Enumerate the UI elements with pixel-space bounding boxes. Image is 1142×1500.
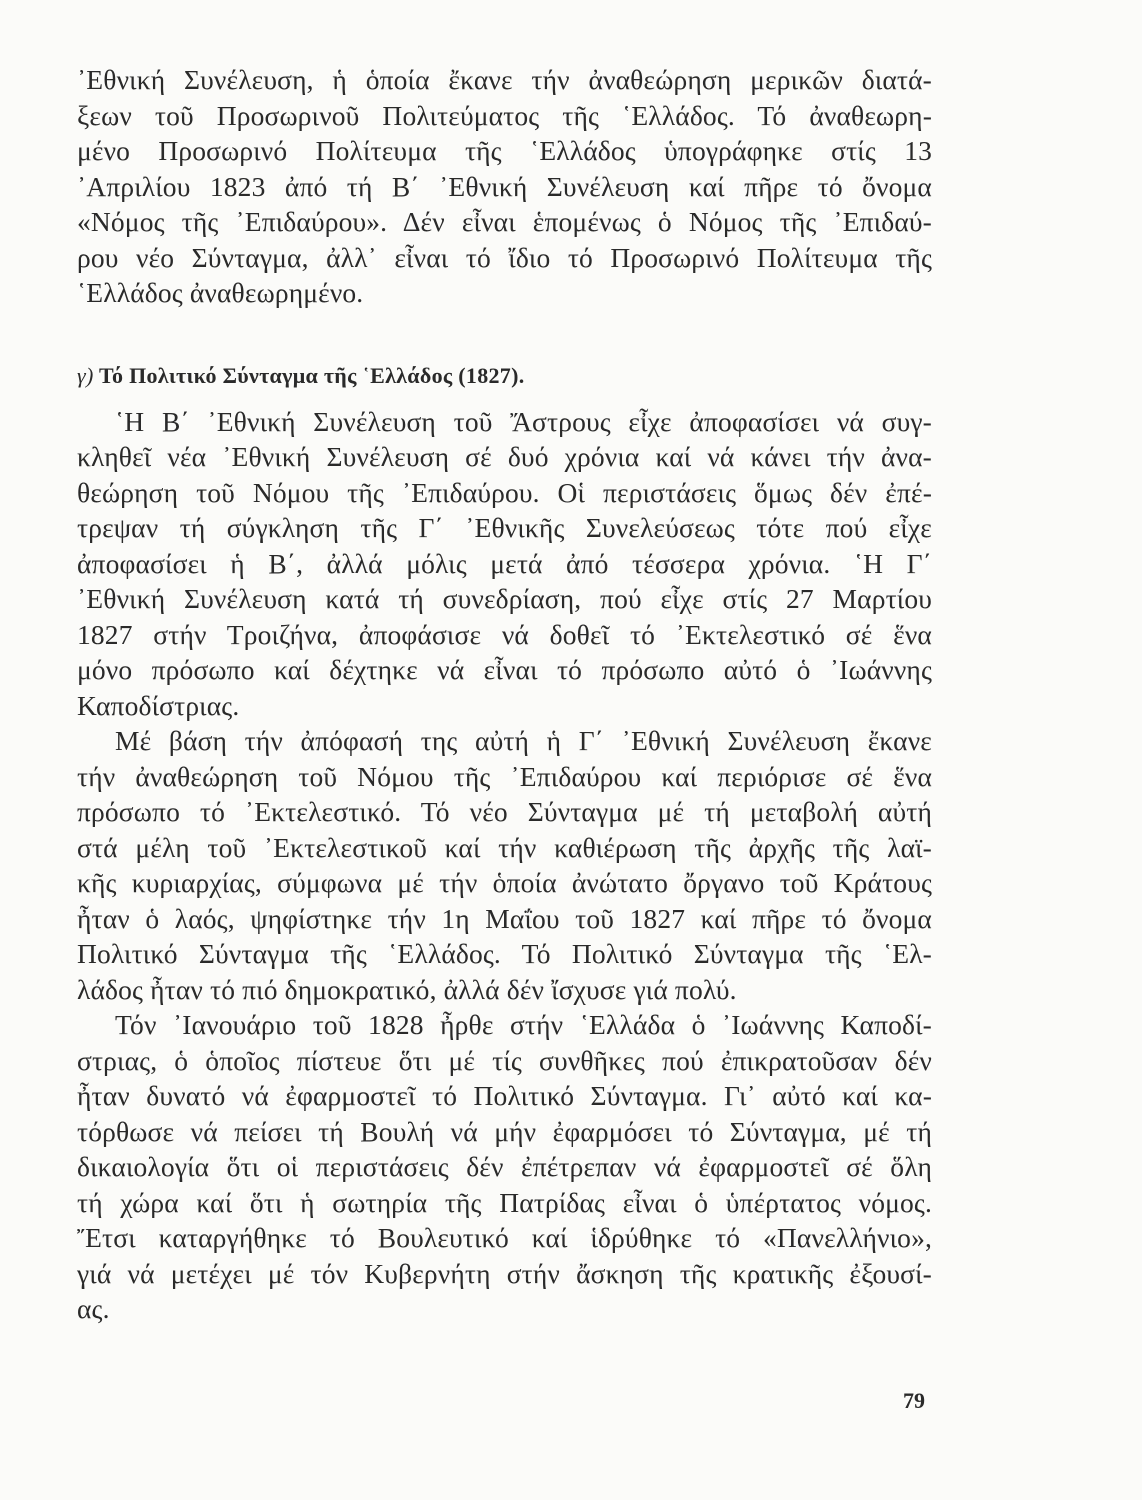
text-line: Καποδίστριας. bbox=[77, 689, 240, 721]
text-line: ᾿Απριλίου 1823 ἀπό τή Β΄ ᾿Εθνική Συνέλευση καί πῆρε τό ὄνομα bbox=[77, 170, 932, 202]
text-line: ῾Η Β΄ ᾿Εθνική Συνέλευση τοῦ Ἄστρους εἶχε ἀποφασίσει νά συγ- bbox=[115, 405, 932, 437]
text-line: Πολιτικό Σύνταγμα τῆς ῾Ελλάδος. Τό Πολιτικό Σύνταγμα τῆς ῾Ελ- bbox=[77, 938, 932, 969]
text-line: τή χώρα καί ὅτι ἡ σωτηρία τῆς Πατρίδας εἶναι ὁ ὑπέρτατος νόμος. bbox=[77, 1186, 932, 1218]
text-line: ξεων τοῦ Προσωρινοῦ Πολιτεύματος τῆς ῾Ελλάδος. Τό ἀναθεωρη- bbox=[77, 99, 932, 131]
text-line: τήν ἀναθεώρηση τοῦ Νόμου τῆς ᾿Επιδαύρου καί περιόρισε σέ ἕνα bbox=[77, 760, 932, 792]
text-line: 1827 στήν Τροιζήνα, ἀποφάσισε νά δοθεῖ τό ᾿Εκτελεστικό σέ ἕνα bbox=[77, 618, 932, 650]
text-line: μένο Προσωρινό Πολίτευμα τῆς ῾Ελλάδος ὑπογράφηκε στίς 13 bbox=[77, 135, 932, 166]
text-line: ᾿Εθνική Συνέλευση, ἡ ὁποία ἔκανε τήν ἀναθεώρηση μερικῶν διατά- bbox=[77, 64, 932, 95]
text-line: ας. bbox=[77, 1293, 110, 1324]
text-line: ἦταν ὁ λαός, ψηφίστηκε τήν 1η Μαΐου τοῦ 1827 καί πῆρε τό ὄνομα bbox=[77, 902, 932, 934]
section-heading bbox=[77, 358, 932, 393]
text-line: ῾Ελλάδος ἀναθεωρημένο. bbox=[77, 277, 364, 308]
text-line: τόρθωσε νά πείσει τή Βουλή νά μήν ἐφαρμόσει τό Σύνταγμα, μέ τή bbox=[77, 1115, 932, 1147]
text-line: πρόσωπο τό ᾿Εκτελεστικό. Τό νέο Σύνταγμα μέ τή μεταβολή αὐτή bbox=[77, 796, 932, 827]
text-line: ἦταν δυνατό νά ἐφαρμοστεῖ τό Πολιτικό Σύνταγμα. Γι᾿ αὐτό καί κα- bbox=[77, 1080, 932, 1111]
text-line: ρου νέο Σύνταγμα, ἀλλ᾿ εἶναι τό ἴδιο τό Προσωρινό Πολίτευμα τῆς bbox=[77, 241, 932, 273]
paragraph-4 bbox=[77, 1007, 932, 1327]
paragraph-3 bbox=[77, 723, 932, 1007]
text-line: ᾿Εθνική Συνέλευση κατά τή συνεδρίαση, πού εἶχε στίς 27 Μαρτίου bbox=[77, 583, 932, 614]
section-marker: γ) bbox=[77, 362, 94, 388]
text-line: λάδος ἦταν τό πιό δημοκρατικό, ἀλλά δέν ἴσχυσε γιά πολύ. bbox=[77, 973, 737, 1005]
page-body bbox=[77, 62, 932, 1327]
text-line: ἀποφασίσει ἡ Β΄, ἀλλά μόλις μετά ἀπό τέσσερα χρόνια. ῾Η Γ΄ bbox=[77, 547, 932, 579]
text-line: θεώρηση τοῦ Νόμου τῆς ᾿Επιδαύρου. Οἱ περιστάσεις ὅμως δέν ἐπέ- bbox=[77, 476, 932, 508]
text-line: κληθεῖ νέα ᾿Εθνική Συνέλευση σέ δυό χρόνια καί νά κάνει τήν ἀνα- bbox=[77, 441, 932, 472]
section-title: Τό Πολιτικό Σύνταγμα τῆς ῾Ελλάδος (1827). bbox=[99, 362, 525, 388]
paragraph-1 bbox=[77, 62, 932, 311]
text-line: Μέ βάση τήν ἀπόφασή της αὐτή ἡ Γ΄ ᾿Εθνική Συνέλευση ἔκανε bbox=[115, 725, 932, 756]
text-line: Τόν ᾿Ιανουάριο τοῦ 1828 ἦρθε στήν ῾Ελλάδα ὁ ᾿Ιωάννης Καποδί- bbox=[115, 1009, 932, 1040]
text-line: στά μέλη τοῦ ᾿Εκτελεστικοῦ καί τήν καθιέρωση τῆς ἀρχῆς τῆς λαϊ- bbox=[77, 831, 932, 863]
text-line: δικαιολογία ὅτι οἱ περιστάσεις δέν ἐπέτρεπαν νά ἐφαρμοστεῖ σέ ὅλη bbox=[77, 1151, 932, 1182]
paragraph-2 bbox=[77, 404, 932, 724]
page-number: 79 bbox=[903, 1388, 925, 1413]
text-line: κῆς κυριαρχίας, σύμφωνα μέ τήν ὁποία ἀνώτατο ὄργανο τοῦ Κράτους bbox=[77, 867, 932, 898]
text-line: Ἔτσι καταργήθηκε τό Βουλευτικό καί ἱδρύθηκε τό «Πανελλήνιο», bbox=[77, 1222, 932, 1253]
text-line: μόνο πρόσωπο καί δέχτηκε νά εἶναι τό πρόσωπο αὐτό ὁ ᾿Ιωάννης bbox=[77, 654, 932, 685]
text-line: τρεψαν τή σύγκληση τῆς Γ΄ ᾿Εθνικῆς Συνελεύσεως τότε πού εἶχε bbox=[77, 512, 932, 543]
text-line: γιά νά μετέχει μέ τόν Κυβερνήτη στήν ἄσκηση τῆς κρατικῆς ἐξουσί- bbox=[77, 1257, 932, 1289]
text-line: στριας, ὁ ὁποῖος πίστευε ὅτι μέ τίς συνθῆκες πού ἐπικρατοῦσαν δέν bbox=[77, 1044, 932, 1076]
text-line: «Νόμος τῆς ᾿Επιδαύρου». Δέν εἶναι ἑπομένως ὁ Νόμος τῆς ᾿Επιδαύ- bbox=[77, 206, 932, 237]
